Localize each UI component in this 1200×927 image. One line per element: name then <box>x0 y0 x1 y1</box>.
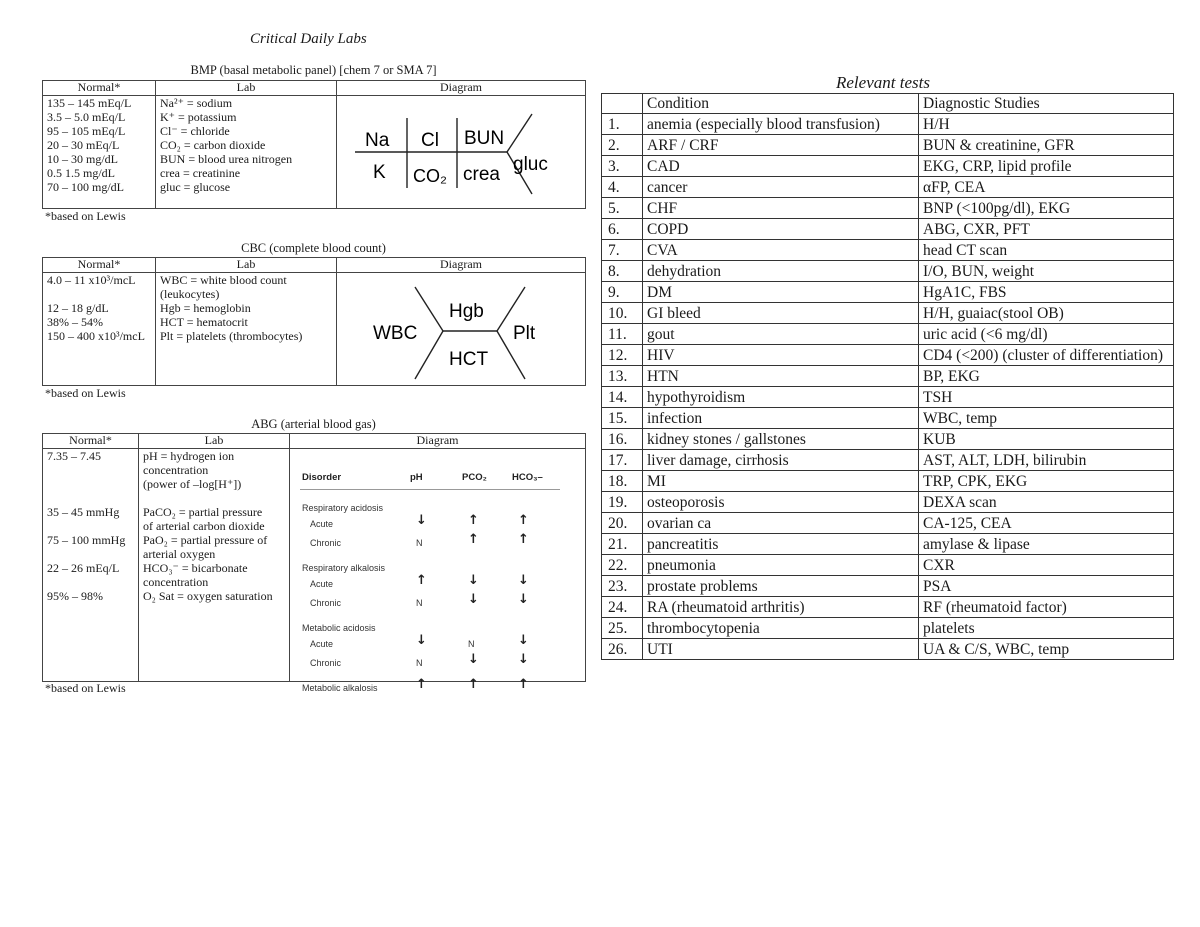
table-row <box>602 114 1174 135</box>
row-condition: anemia (especially blood transfusion) <box>643 114 919 135</box>
bmp-normal-value: 95 – 105 mEq/L <box>47 124 126 138</box>
row-diagnostic-study: BNP (<100pg/dl), EKG <box>919 198 1174 219</box>
table-row <box>602 513 1174 534</box>
table-row <box>602 240 1174 261</box>
abg-normal-value: 95% – 98% <box>47 589 103 603</box>
abg-lab-definition: of arterial carbon dioxide <box>143 519 265 533</box>
row-diagnostic-study: platelets <box>919 618 1174 639</box>
cbc-normals <box>43 273 156 386</box>
table-row <box>602 345 1174 366</box>
row-condition: prostate problems <box>643 576 919 597</box>
row-diagnostic-study: HgA1C, FBS <box>919 282 1174 303</box>
cbc-plt-label: Plt <box>513 323 536 344</box>
row-condition: hypothyroidism <box>643 387 919 408</box>
abg-normal-value <box>47 547 134 561</box>
abg-ph-change: N <box>416 598 423 608</box>
abg-grid-header: HCO₃– <box>512 472 543 483</box>
cbc-normal-value: 150 – 400 x10³/mcL <box>47 329 145 343</box>
abg-lab-definition: concentration <box>143 463 209 477</box>
cbc-header-lab: Lab <box>156 258 337 273</box>
bmp-fishbone-diagram <box>337 96 570 208</box>
abg-grid-header: Disorder <box>302 472 342 483</box>
row-condition: infection <box>643 408 919 429</box>
bmp-labs <box>156 96 337 209</box>
bmp-na-label: Na <box>365 130 390 151</box>
bmp-normal-value: 3.5 – 5.0 mEq/L <box>47 110 126 124</box>
abg-lab-definition: PaCO₂ = partial pressure <box>143 505 263 519</box>
bmp-lab-definition: Na²⁺ = sodium <box>160 96 233 110</box>
row-condition: MI <box>643 471 919 492</box>
bmp-header-lab: Lab <box>156 81 337 96</box>
relevant-tests-header-row <box>602 94 1174 114</box>
page-title: Critical Daily Labs <box>250 31 367 47</box>
row-diagnostic-study: CA-125, CEA <box>919 513 1174 534</box>
row-diagnostic-study: PSA <box>919 576 1174 597</box>
row-number: 4. <box>602 177 643 198</box>
abg-pco2-change: ↓ <box>468 592 479 607</box>
row-condition: CAD <box>643 156 919 177</box>
abg-ph-change: ↓ <box>416 633 427 648</box>
row-number: 2. <box>602 135 643 156</box>
abg-phase-label: Acute <box>310 579 334 589</box>
row-diagnostic-study: CXR <box>919 555 1174 576</box>
header-condition: Condition <box>643 94 919 114</box>
relevant-tests-table <box>601 93 1174 660</box>
abg-lab-definition: (power of –log[H⁺]) <box>143 477 242 491</box>
row-diagnostic-study: head CT scan <box>919 240 1174 261</box>
cbc-header-diagram: Diagram <box>337 258 586 273</box>
abg-lab-definition: HCO₃⁻ = bicarbonate <box>143 561 248 575</box>
bmp-normal-value: 135 – 145 mEq/L <box>47 96 132 110</box>
abg-pco2-change: ↓ <box>468 652 479 667</box>
cbc-lab-definition: Plt = platelets (thrombocytes) <box>160 329 303 343</box>
table-row <box>602 576 1174 597</box>
abg-ph-change: N <box>416 658 423 668</box>
abg-header-normal: Normal* <box>43 434 139 449</box>
abg-normals <box>43 449 139 682</box>
abg-pco2-change: ↑ <box>468 532 479 547</box>
cbc-title: CBC (complete blood count) <box>241 241 386 255</box>
cbc-lab-definition: WBC = white blood count <box>160 273 287 287</box>
abg-pco2-change: N <box>468 639 475 649</box>
row-number: 20. <box>602 513 643 534</box>
abg-ph-change: ↑ <box>416 573 427 588</box>
abg-hco3-change: ↑ <box>518 513 529 528</box>
abg-disorder-grid <box>290 449 570 693</box>
row-number: 13. <box>602 366 643 387</box>
row-diagnostic-study: RF (rheumatoid factor) <box>919 597 1174 618</box>
row-condition: CVA <box>643 240 919 261</box>
row-diagnostic-study: uric acid (<6 mg/dl) <box>919 324 1174 345</box>
abg-hco3-change: ↓ <box>518 652 529 667</box>
row-number: 8. <box>602 261 643 282</box>
row-number: 19. <box>602 492 643 513</box>
row-diagnostic-study: EKG, CRP, lipid profile <box>919 156 1174 177</box>
row-number: 3. <box>602 156 643 177</box>
abg-pco2-change: ↑ <box>468 513 479 528</box>
bmp-header-normal: Normal* <box>43 81 156 96</box>
abg-normal-value: 75 – 100 mmHg <box>47 533 126 547</box>
abg-pco2-change: ↓ <box>468 573 479 588</box>
row-condition: HIV <box>643 345 919 366</box>
abg-header-lab: Lab <box>139 434 290 449</box>
abg-grid-header: PCO₂ <box>462 472 487 483</box>
bmp-lab-definition: CO₂ = carbon dioxide <box>160 138 266 152</box>
abg-ph-change: N <box>416 538 423 548</box>
row-number: 26. <box>602 639 643 660</box>
bmp-title: BMP (basal metabolic panel) [chem 7 or SMA 7] <box>190 63 437 77</box>
row-number: 22. <box>602 555 643 576</box>
table-row <box>602 135 1174 156</box>
row-condition: pneumonia <box>643 555 919 576</box>
abg-disorder-name: Respiratory alkalosis <box>302 563 386 573</box>
bmp-note: *based on Lewis <box>45 209 126 223</box>
bmp-normals <box>43 96 156 209</box>
header-diagnostic-studies: Diagnostic Studies <box>919 94 1174 114</box>
cbc-normal-value <box>47 287 151 301</box>
row-diagnostic-study: AST, ALT, LDH, bilirubin <box>919 450 1174 471</box>
cbc-lab-definition: (leukocytes) <box>160 287 220 301</box>
abg-disorder-name: Respiratory acidosis <box>302 503 384 513</box>
cbc-lab-definition: Hgb = hemoglobin <box>160 301 251 315</box>
row-condition: CHF <box>643 198 919 219</box>
abg-diagram <box>290 449 586 693</box>
row-condition: kidney stones / gallstones <box>643 429 919 450</box>
row-condition: GI bleed <box>643 303 919 324</box>
abg-note: *based on Lewis <box>45 681 126 695</box>
row-diagnostic-study: TSH <box>919 387 1174 408</box>
header-number <box>602 94 643 114</box>
row-diagnostic-study: UA & C/S, WBC, temp <box>919 639 1174 660</box>
abg-phase-label: Chronic <box>310 538 342 548</box>
abg-lab-definition: arterial oxygen <box>143 547 216 561</box>
row-condition: cancer <box>643 177 919 198</box>
row-number: 23. <box>602 576 643 597</box>
row-condition: dehydration <box>643 261 919 282</box>
bmp-k-label: K <box>373 162 386 183</box>
cbc-normal-value: 4.0 – 11 x10³/mcL <box>47 273 136 287</box>
row-number: 21. <box>602 534 643 555</box>
bmp-lab-definition: BUN = blood urea nitrogen <box>160 152 293 166</box>
abg-normal-value: 22 – 26 mEq/L <box>47 561 120 575</box>
cbc-hgb-label: Hgb <box>449 301 484 322</box>
table-row <box>602 450 1174 471</box>
row-number: 10. <box>602 303 643 324</box>
bmp-crea-label: crea <box>463 164 500 185</box>
row-diagnostic-study: CD4 (<200) (cluster of differentiation) <box>919 345 1174 366</box>
abg-normal-value <box>47 491 134 505</box>
row-diagnostic-study: ABG, CXR, PFT <box>919 219 1174 240</box>
row-condition: ovarian ca <box>643 513 919 534</box>
row-condition: gout <box>643 324 919 345</box>
bmp-gluc-label: gluc <box>513 154 548 175</box>
bmp-bun-label: BUN <box>464 128 505 149</box>
table-row <box>602 429 1174 450</box>
table-row <box>602 261 1174 282</box>
bmp-lab-definition: crea = creatinine <box>160 166 241 180</box>
bmp-lab-definition: K⁺ = potassium <box>160 110 237 124</box>
table-row <box>602 303 1174 324</box>
row-number: 6. <box>602 219 643 240</box>
table-row <box>602 156 1174 177</box>
table-row <box>602 492 1174 513</box>
row-number: 5. <box>602 198 643 219</box>
abg-hco3-change: ↑ <box>518 532 529 547</box>
cbc-wbc-label: WBC <box>373 323 418 344</box>
row-diagnostic-study: H/H, guaiac(stool OB) <box>919 303 1174 324</box>
abg-hco3-change: ↑ <box>518 677 529 692</box>
abg-ph-change: ↓ <box>416 513 427 528</box>
row-condition: pancreatitis <box>643 534 919 555</box>
row-number: 14. <box>602 387 643 408</box>
table-row <box>602 177 1174 198</box>
row-condition: thrombocytopenia <box>643 618 919 639</box>
row-diagnostic-study: BP, EKG <box>919 366 1174 387</box>
abg-phase-label: Acute <box>310 519 334 529</box>
abg-grid-header: pH <box>410 472 423 483</box>
relevant-tests-title: Relevant tests <box>836 73 930 92</box>
row-number: 24. <box>602 597 643 618</box>
cbc-hct-label: HCT <box>449 349 489 370</box>
abg-lab-definition <box>143 491 285 505</box>
bmp-normal-value: 70 – 100 mg/dL <box>47 180 124 194</box>
table-row <box>602 198 1174 219</box>
row-number: 15. <box>602 408 643 429</box>
table-row <box>602 555 1174 576</box>
row-diagnostic-study: amylase & lipase <box>919 534 1174 555</box>
abg-phase-label: Chronic <box>310 658 342 668</box>
table-row <box>602 408 1174 429</box>
abg-normal-value <box>47 519 134 533</box>
abg-disorder-name: Metabolic alkalosis <box>302 683 378 693</box>
cbc-fishbone-diagram <box>337 273 570 385</box>
abg-normal-value <box>47 575 134 589</box>
table-row <box>602 639 1174 660</box>
cbc-header-normal: Normal* <box>43 258 156 273</box>
table-row <box>602 282 1174 303</box>
table-row <box>602 366 1174 387</box>
abg-lab-definition: concentration <box>143 575 209 589</box>
abg-header-diagram: Diagram <box>290 434 586 449</box>
row-diagnostic-study: DEXA scan <box>919 492 1174 513</box>
row-diagnostic-study: αFP, CEA <box>919 177 1174 198</box>
row-number: 16. <box>602 429 643 450</box>
row-diagnostic-study: I/O, BUN, weight <box>919 261 1174 282</box>
row-condition: COPD <box>643 219 919 240</box>
abg-hco3-change: ↓ <box>518 573 529 588</box>
row-diagnostic-study: TRP, CPK, EKG <box>919 471 1174 492</box>
cbc-diagram <box>337 273 586 386</box>
table-row <box>602 597 1174 618</box>
abg-lab-definition: PaO₂ = partial pressure of <box>143 533 268 547</box>
row-diagnostic-study: KUB <box>919 429 1174 450</box>
cbc-normal-value: 38% – 54% <box>47 315 103 329</box>
table-row <box>602 387 1174 408</box>
abg-lab-definition: O₂ Sat = oxygen saturation <box>143 589 273 603</box>
abg-title: ABG (arterial blood gas) <box>251 417 376 431</box>
cbc-note: *based on Lewis <box>45 386 126 400</box>
row-condition: UTI <box>643 639 919 660</box>
bmp-normal-value: 10 – 30 mg/dL <box>47 152 118 166</box>
abg-normal-value: 7.35 – 7.45 <box>47 449 101 463</box>
row-number: 11. <box>602 324 643 345</box>
table-row <box>602 324 1174 345</box>
abg-grid-divider <box>300 489 560 490</box>
row-number: 1. <box>602 114 643 135</box>
row-number: 25. <box>602 618 643 639</box>
abg-ph-change: ↑ <box>416 677 427 692</box>
abg-disorder-name: Metabolic acidosis <box>302 623 376 633</box>
table-row <box>602 534 1174 555</box>
bmp-lab-definition: gluc = glucose <box>160 180 231 194</box>
abg-pco2-change: ↑ <box>468 677 479 692</box>
abg-hco3-change: ↓ <box>518 633 529 648</box>
abg-phase-label: Chronic <box>310 598 342 608</box>
row-number: 7. <box>602 240 643 261</box>
row-diagnostic-study: BUN & creatinine, GFR <box>919 135 1174 156</box>
bmp-table <box>42 80 586 209</box>
abg-hco3-change: ↓ <box>518 592 529 607</box>
table-row <box>602 219 1174 240</box>
abg-lab-definition: pH = hydrogen ion <box>143 449 235 463</box>
row-condition: liver damage, cirrhosis <box>643 450 919 471</box>
table-row <box>602 618 1174 639</box>
row-condition: HTN <box>643 366 919 387</box>
cbc-table <box>42 257 586 386</box>
row-condition: RA (rheumatoid arthritis) <box>643 597 919 618</box>
row-number: 9. <box>602 282 643 303</box>
table-row <box>602 471 1174 492</box>
abg-normal-value <box>47 463 134 477</box>
bmp-normal-value: 20 – 30 mEq/L <box>47 138 120 152</box>
abg-normal-value <box>47 477 134 491</box>
row-number: 17. <box>602 450 643 471</box>
bmp-header-diagram: Diagram <box>337 81 586 96</box>
row-diagnostic-study: WBC, temp <box>919 408 1174 429</box>
row-number: 12. <box>602 345 643 366</box>
row-diagnostic-study: H/H <box>919 114 1174 135</box>
bmp-co2-label: CO₂ <box>413 166 447 186</box>
bmp-cl-label: Cl <box>421 130 439 151</box>
bmp-normal-value: 0.5 1.5 mg/dL <box>47 166 115 180</box>
abg-phase-label: Acute <box>310 639 334 649</box>
row-condition: ARF / CRF <box>643 135 919 156</box>
cbc-normal-value: 12 – 18 g/dL <box>47 301 109 315</box>
abg-normal-value: 35 – 45 mmHg <box>47 505 120 519</box>
abg-labs <box>139 449 290 682</box>
bmp-lab-definition: Cl⁻ = chloride <box>160 124 230 138</box>
row-number: 18. <box>602 471 643 492</box>
row-condition: osteoporosis <box>643 492 919 513</box>
bmp-diagram <box>337 96 586 209</box>
row-condition: DM <box>643 282 919 303</box>
cbc-lab-definition: HCT = hematocrit <box>160 315 248 329</box>
cbc-labs <box>156 273 337 386</box>
